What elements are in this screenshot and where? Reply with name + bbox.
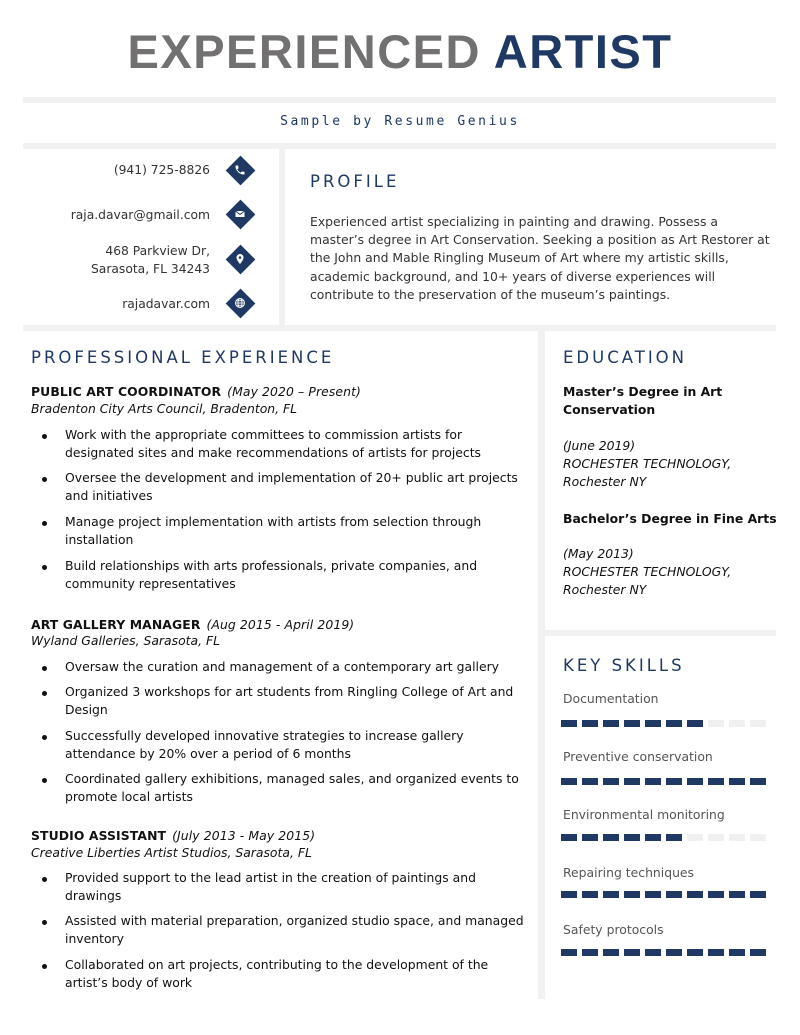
title-part-1: EXPERIENCED — [127, 25, 481, 78]
skill-segment — [708, 720, 724, 727]
edu-degree: Master’s Degree in Art Conservation — [563, 384, 723, 417]
edu-date: (May 2013) — [563, 546, 634, 561]
skill-segment — [645, 949, 661, 956]
job-company: Bradenton City Arts Council, Bradenton, FL — [31, 401, 298, 416]
skill-segment — [708, 834, 724, 841]
skill-segment — [582, 778, 598, 785]
skill-segment — [561, 720, 577, 727]
job-bullet: Coordinated gallery exhibitions, managed sales, and organized events to promote local artists — [65, 771, 519, 804]
globe-icon — [225, 288, 255, 318]
edu-school: ROCHESTER TECHNOLOGY, — [563, 456, 732, 471]
skill-segment — [666, 949, 682, 956]
contact-address — [91, 242, 210, 278]
contact-website[interactable] — [122, 295, 210, 313]
skill-segment — [582, 891, 598, 898]
skill-segment — [603, 778, 619, 785]
website-text: rajadavar.com — [122, 297, 210, 311]
skill-segment — [687, 834, 703, 841]
skill-segment — [729, 778, 745, 785]
skill-segment — [750, 891, 766, 898]
skill-bar — [561, 949, 771, 956]
skill-bar — [561, 834, 771, 841]
job-bullet: Assisted with material preparation, organized studio space, and managed inventory — [65, 913, 524, 946]
skill-segment — [708, 778, 724, 785]
job-bullet: Provided support to the lead artist in the creation of paintings and drawings — [65, 870, 476, 903]
location-pin-icon — [225, 244, 255, 274]
skill-segment — [666, 778, 682, 785]
bullet-icon — [42, 666, 47, 671]
skill-name: Repairing techniques — [563, 865, 695, 880]
skill-segment — [708, 949, 724, 956]
bullet-icon — [42, 565, 47, 570]
job-company: Creative Liberties Artist Studios, Sarasota, FL — [31, 845, 312, 860]
edu-degree: Bachelor’s Degree in Fine Arts — [563, 511, 777, 526]
edu-location: Rochester NY — [563, 474, 647, 489]
skill-segment — [666, 834, 682, 841]
profile-heading: PROFILE — [310, 172, 400, 191]
contact-phone[interactable] — [114, 161, 210, 179]
skill-segment — [603, 720, 619, 727]
skill-segment — [645, 834, 661, 841]
skill-segment — [561, 949, 577, 956]
job-dates: (May 2020 – Present) — [227, 384, 361, 399]
edu-location: Rochester NY — [563, 582, 647, 597]
job-bullet: Successfully developed innovative strategies to increase gallery attendance by 20% over a period of 6 months — [65, 728, 464, 761]
job-dates: (July 2013 - May 2015) — [172, 828, 316, 843]
bullet-icon — [42, 964, 47, 969]
skill-segment — [750, 834, 766, 841]
bullet-icon — [42, 877, 47, 882]
subtitle: Sample by Resume Genius — [280, 114, 520, 129]
skill-segment — [729, 834, 745, 841]
skill-segment — [687, 891, 703, 898]
education-heading: EDUCATION — [563, 348, 688, 367]
divider-contact-profile — [279, 149, 285, 325]
skill-segment — [603, 834, 619, 841]
bullet-icon — [42, 477, 47, 482]
job-bullet: Work with the appropriate committees to commission artists for designated sites and make recommendations of artists for projects — [65, 427, 482, 460]
skill-segment — [603, 891, 619, 898]
skill-name: Safety protocols — [563, 922, 664, 937]
job-bullet: Oversee the development and implementation of 20+ public art projects and initiatives — [65, 470, 518, 503]
bullet-icon — [42, 691, 47, 696]
skill-segment — [645, 778, 661, 785]
skill-segment — [687, 949, 703, 956]
bullet-icon — [42, 778, 47, 783]
divider-columns — [538, 331, 545, 999]
email-text: raja.davar@gmail.com — [70, 208, 210, 222]
job-bullet: Oversaw the curation and management of a contemporary art gallery — [65, 659, 499, 674]
contact-email[interactable] — [71, 206, 210, 224]
skill-segment — [561, 778, 577, 785]
job-bullet: Organized 3 workshops for art students from Ringling College of Art and Design — [65, 684, 514, 717]
resume-title — [0, 24, 800, 80]
experience-heading: PROFESSIONAL EXPERIENCE — [31, 348, 335, 367]
bullet-icon — [42, 920, 47, 925]
job-bullet: Build relationships with arts professionals, private companies, and community representatives — [65, 558, 478, 591]
skill-segment — [645, 720, 661, 727]
phone-text: (941) 725-8826 — [113, 163, 210, 177]
skill-segment — [603, 949, 619, 956]
skill-name: Documentation — [563, 691, 659, 706]
edu-info — [563, 437, 773, 491]
divider-edu-skills — [545, 630, 776, 636]
job-title: ART GALLERY MANAGER (Aug 2015 - April 2019) — [31, 617, 355, 632]
skill-segment — [624, 720, 640, 727]
skill-segment — [561, 834, 577, 841]
skill-segment — [729, 720, 745, 727]
skill-segment — [750, 949, 766, 956]
divider-below-subtitle — [23, 143, 776, 149]
skill-bar — [561, 891, 771, 898]
job-company: Wyland Galleries, Sarasota, FL — [31, 633, 221, 648]
skill-segment — [750, 720, 766, 727]
divider-mid — [23, 325, 776, 331]
job-dates: (Aug 2015 - April 2019) — [206, 617, 355, 632]
divider-top — [23, 97, 776, 103]
skill-segment — [645, 891, 661, 898]
address-line-2: Sarasota, FL 34243 — [91, 262, 210, 276]
skill-name: Preventive conservation — [563, 749, 713, 764]
skill-segment — [666, 720, 682, 727]
skill-segment — [561, 891, 577, 898]
job-bullet: Collaborated on art projects, contributing to the development of the artist’s body of work — [65, 957, 489, 990]
skill-segment — [582, 949, 598, 956]
skill-segment — [624, 891, 640, 898]
skill-bar — [561, 778, 771, 785]
skill-segment — [687, 778, 703, 785]
skill-segment — [582, 834, 598, 841]
job-title: STUDIO ASSISTANT (July 2013 - May 2015) — [31, 828, 316, 843]
skill-segment — [624, 778, 640, 785]
skill-segment — [624, 834, 640, 841]
skill-segment — [624, 949, 640, 956]
skill-segment — [750, 778, 766, 785]
bullet-icon — [42, 434, 47, 439]
skill-segment — [687, 720, 703, 727]
phone-icon — [225, 155, 255, 185]
skill-bar — [561, 720, 771, 727]
bullet-icon — [42, 521, 47, 526]
address-line-1: 468 Parkview Dr, — [105, 244, 210, 258]
skill-segment — [708, 891, 724, 898]
skills-heading: KEY SKILLS — [563, 656, 685, 675]
envelope-icon — [225, 199, 255, 229]
job-title: PUBLIC ART COORDINATOR (May 2020 – Present) — [31, 384, 361, 399]
title-part-2: ARTIST — [493, 25, 673, 78]
skill-segment — [729, 949, 745, 956]
profile-text: Experienced artist specializing in painting and drawing. Possess a master’s degree in Art Conservation. Seeking a position as Art Restorer at the John and Mable Ringling Museum of Art where my artistic skills, academic background, and 10+ years of diverse experiences will contribute to the preservation of the museum’s paintings. — [310, 214, 770, 302]
edu-info — [563, 545, 773, 599]
skill-name: Environmental monitoring — [563, 807, 725, 822]
skill-segment — [582, 720, 598, 727]
skill-segment — [666, 891, 682, 898]
job-bullet: Manage project implementation with artists from selection through installation — [65, 514, 482, 547]
edu-date: (June 2019) — [563, 438, 636, 453]
skill-segment — [729, 891, 745, 898]
bullet-icon — [42, 735, 47, 740]
edu-school: ROCHESTER TECHNOLOGY, — [563, 564, 732, 579]
